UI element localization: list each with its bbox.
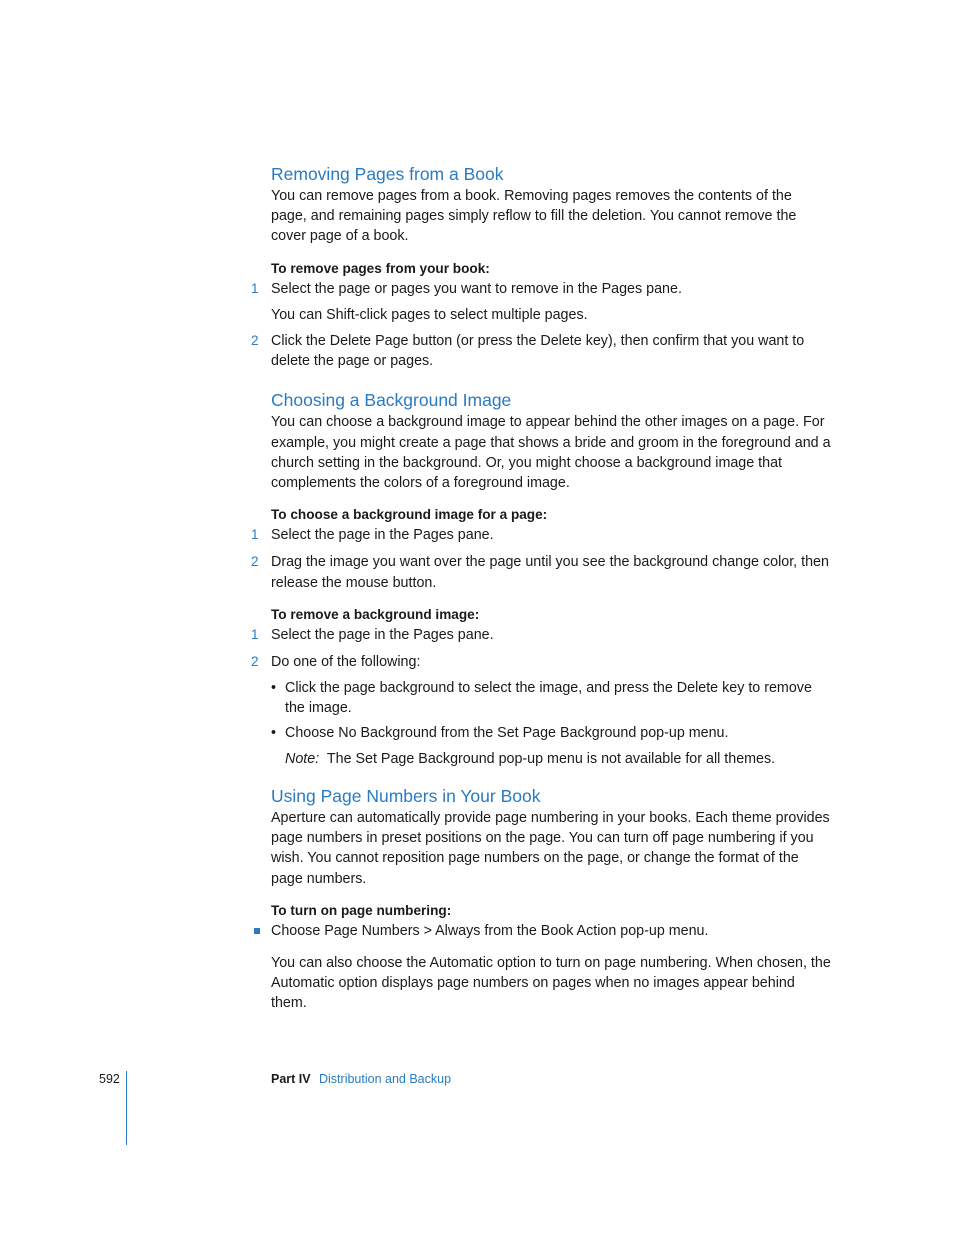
body-background-image: You can choose a background image to appear behind the other images on a page. For example, you might create a page that shows a bride and groom in the foreground and a church setting in the background. Or, you might choose a background image that complements the colors of a foreground image. [271, 414, 831, 492]
footer-chapter-title: Distribution and Backup [319, 1072, 452, 1086]
bullet-list [271, 678, 831, 769]
bullet-text: Choose No Background from the Set Page Background pop-up menu. [285, 724, 729, 741]
note-text: The Set Page Background pop-up menu is not available for all themes. [326, 750, 776, 767]
step-number: 1 [251, 527, 259, 543]
note [271, 749, 831, 769]
step-1 [251, 279, 831, 299]
lead-remove-pages: To remove pages from your book: [271, 260, 490, 276]
step-number: 1 [251, 280, 259, 296]
step-text: Select the page or pages you want to remove in the Pages pane. [271, 280, 682, 297]
square-bullet-icon [254, 928, 260, 934]
step-2 [251, 331, 831, 371]
bullet-item [271, 678, 831, 718]
step-text: Select the page in the Pages pane. [271, 527, 494, 544]
step-text: Select the page in the Pages pane. [271, 626, 494, 643]
step-text: Click the Delete Page button (or press the Delete key), then confirm that you want to delete the page or pages. [271, 333, 805, 370]
step-2 [251, 652, 831, 672]
body-automatic-option: You can also choose the Automatic option to turn on page numbering. When chosen, the Automatic option displays page numbers on pages when no images appear behind them. [271, 955, 831, 1012]
step-text: Drag the image you want over the page until you see the background change color, then release the mouse button. [271, 554, 829, 591]
heading-background-image: Choosing a Background Image [271, 390, 512, 411]
step-text: Do one of the following: [271, 654, 421, 671]
step-1 [251, 525, 831, 545]
step-number: 2 [251, 554, 259, 570]
body-removing-pages: You can remove pages from a book. Removing pages removes the contents of the page, and remaining pages simply reflow to fill the deletion. You cannot remove the cover page of a book. [271, 188, 797, 245]
bullet-dot: • [271, 724, 277, 741]
step-2 [251, 552, 831, 592]
heading-page-numbers: Using Page Numbers in Your Book [271, 786, 541, 807]
bullet-item [271, 723, 831, 743]
step-text: Choose Page Numbers > Always from the Book Action pop-up menu. [271, 922, 709, 939]
footer-divider [126, 1071, 127, 1145]
step-number: 2 [251, 333, 259, 349]
step-subtext: You can Shift-click pages to select multiple pages. [271, 306, 588, 323]
heading-removing-pages: Removing Pages from a Book [271, 164, 504, 184]
step-number: 2 [251, 654, 259, 670]
footer-part: Part IV [271, 1072, 311, 1086]
bullet-text: Click the page background to select the image, and press the Delete key to remove the image. [285, 680, 812, 717]
body-page-numbers: Aperture can automatically provide page numbering in your books. Each theme provides page numbers in preset positions on the page. You can turn off page numbering if you wish. You cannot reposition page numbers on the page, or change the format of the page numbers. [271, 810, 830, 887]
step-single [271, 921, 831, 941]
page-content [251, 162, 831, 1014]
lead-choose-background: To choose a background image for a page: [271, 507, 548, 523]
step-1 [251, 625, 831, 645]
lead-turn-on-numbering: To turn on page numbering: [271, 902, 452, 918]
page-number: 592 [99, 1072, 120, 1086]
bullet-dot: • [271, 680, 277, 697]
step-number: 1 [251, 626, 259, 642]
note-label: Note: [285, 750, 320, 767]
lead-remove-background: To remove a background image: [271, 606, 480, 622]
